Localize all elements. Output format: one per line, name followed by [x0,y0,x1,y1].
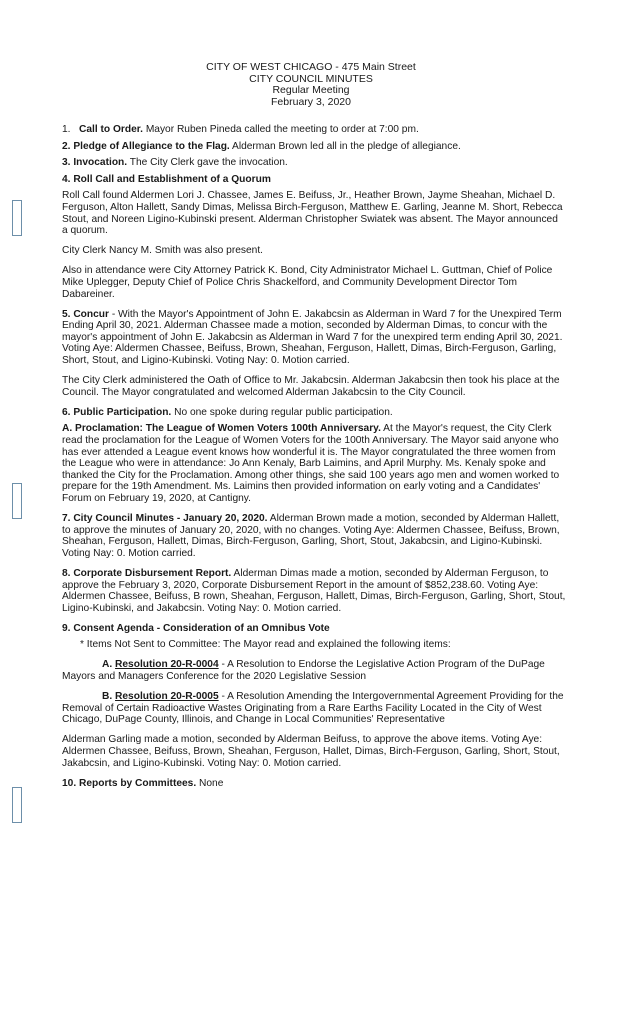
proclamation-title: A. Proclamation: The League of Women Voters 100th Anniversary. [62,423,381,435]
item-5-title: 5. Concur [62,308,109,320]
item-4-title: 4. Roll Call and Establishment of a Quorum [62,173,271,185]
header-title: CITY COUNCIL MINUTES [249,72,373,85]
consent-note: * Items Not Sent to Committee: The Mayor read and explained the following items: [80,639,451,651]
item-10: 10. Reports by Committees. None [62,777,224,789]
oath-paragraph: The City Clerk administered the Oath of Office to Mr. Jakabcsin. Alderman Jakabcsin then took his place at the Council. The Mayor congratulated and welcomed Alderman Jakabcsin to the City Council. [62,375,560,398]
item-10-title: 10. Reports by Committees. [62,777,197,789]
consent-item-b: B. Resolution 20-R-0005 - A Resolution Amending the Intergovernmental Agreement Providing for the Removal of Certain Radioactive Wastes Originating from a Rare Earths Facility Located in the City of West Chicago, DuPage County, Illinois, and Change in Local Communities' Representative [62,691,564,726]
item-6-title: 6. Public Participation. [62,406,172,418]
header-city-address: CITY OF WEST CHICAGO - 475 Main Street [206,61,416,73]
resolution-20-r-0005: Resolution 20-R-0005 [115,691,219,703]
document-header [0,62,622,108]
item-8: 8. Corporate Disbursement Report. Alderman Dimas made a motion, seconded by Alderman Ferguson, to approve the February 3, 2020, Corporate Disbursement Report in the amount of $852,238.60. Voting Aye: Aldermen Chassee, Beifuss, B rown, Sheahan, Ferguson, Hallett, Dimas, Birch-Ferguson, Garling, Short, Stout, Ligino-Kubinski, and Jakabcsin. Voting Nay: 0. Motion carried. [62,567,566,614]
margin-mark [12,200,22,236]
item-5: 5. Concur - With the Mayor's Appointment of John E. Jakabcsin as Alderman in Ward 7 for the Unexpired Term Ending April 30, 2021. Alderman Chassee made a motion, seconded by Alderman Dimas, to concur with the mayor's appointment of John E. Jakabcsin as Alderman in Ward 7 for the unexpired term ending April 30, 2021. Voting Aye: Aldermen Chassee, Beifuss, Brown, Sheahan, Ferguson, Hallett, Dimas, Birch-Ferguson, Garling, Short, Stout, and Ligino-Kubinski. Voting Nay: 0. Motion carried. [62,308,563,366]
item-proclamation: A. Proclamation: The League of Women Voters 100th Anniversary. At the Mayor's request, the City Clerk read the proclamation for the League of Women Voters for the 100th Anniversary. The Mayor said anyone who has ever attended a League event knows how wonderful it is. The Mayor congratulated the three women from the League who were in attendance: Jo Ann Kenaly, Barb Laimins, and April Murphy. Ms. Kenaly spoke and thanked the City for the Proclamation. Among other things, she said 100 years ago men and women worked to prepare for the 19th Amendment. Ms. Laimins then provided information on early voting and a Candidates' Forum on February 19, 2020, at Cantigny. [62,423,560,504]
attendance-paragraph: Also in attendance were City Attorney Patrick K. Bond, City Administrator Michael L. Guttman, Chief of Police Mike Uplegger, Deputy Chief of Police Chris Shackelford, and Community Development Director Tom Dabareiner. [62,265,553,300]
item-6: 6. Public Participation. No one spoke during regular public participation. [62,406,393,418]
margin-mark [12,787,22,823]
consent-vote-paragraph: Alderman Garling made a motion, seconded by Alderman Beifuss, to approve the above items. Voting Aye: Aldermen Chassee, Beifuss, Brown, Sheahan, Ferguson, Hallet, Dimas, Birch-Ferguson, Garling, Short, Stout, Jakabcsin, and Ligino-Kubinski. Voting Nay: 0. Motion carried. [62,734,560,769]
item-3: 3. Invocation. The City Clerk gave the invocation. [62,157,288,169]
item-2-title: 2. Pledge of Allegiance to the Flag. [62,140,230,152]
item-2: 2. Pledge of Allegiance to the Flag. Alderman Brown led all in the pledge of allegiance. [62,140,461,152]
item-1: 1. Call to Order. Mayor Ruben Pineda called the meeting to order at 7:00 pm. [62,124,419,135]
header-date: February 3, 2020 [271,95,351,108]
consent-item-a: A. Resolution 20-R-0004 - A Resolution to Endorse the Legislative Action Program of the DuPage Mayors and Managers Conference for the 2020 Legislative Session [62,659,545,683]
item-7: 7. City Council Minutes - January 20, 2020. Alderman Brown made a motion, seconded by Alderman Hallett, to approve the minutes of January 20, 2020, with no changes. Voting Aye: Aldermen Chassee, Beifuss, Brown, Sheahan, Ferguson, Hallett, Dimas, Birch-Ferguson, Garling, Short, Stout, Jakabcsin, and Ligino-Kubinski. Voting Nay: 0. Motion carried. [62,513,560,559]
resolution-20-r-0004: Resolution 20-R-0004 [115,659,219,671]
clerk-present-paragraph: City Clerk Nancy M. Smith was also present. [62,245,263,257]
item-3-title: 3. Invocation. [62,157,128,169]
item-7-title: 7. City Council Minutes - January 20, 2020. [62,513,268,525]
item-1-title: Call to Order. [79,124,143,135]
header-meeting-type: Regular Meeting [272,84,350,96]
roll-call-paragraph: Roll Call found Aldermen Lori J. Chassee, James E. Beifuss, Jr., Heather Brown, Jayme Sheahan, Michael D. Ferguson, Alton Hallett, Sandy Dimas, Melissa Birch-Ferguson, Matthew E. Garling, Jeanne M. Short, Rebecca Stout, and Noreen Ligino-Kubinski present. Alderman Christopher Swiatek was absent. The Mayor announced a quorum. [62,190,563,237]
minutes-body [62,124,566,798]
item-9-title: 9. Consent Agenda - Consideration of an Omnibus Vote [62,622,330,634]
item-8-title: 8. Corporate Disbursement Report. [62,567,232,579]
margin-mark [12,483,22,519]
